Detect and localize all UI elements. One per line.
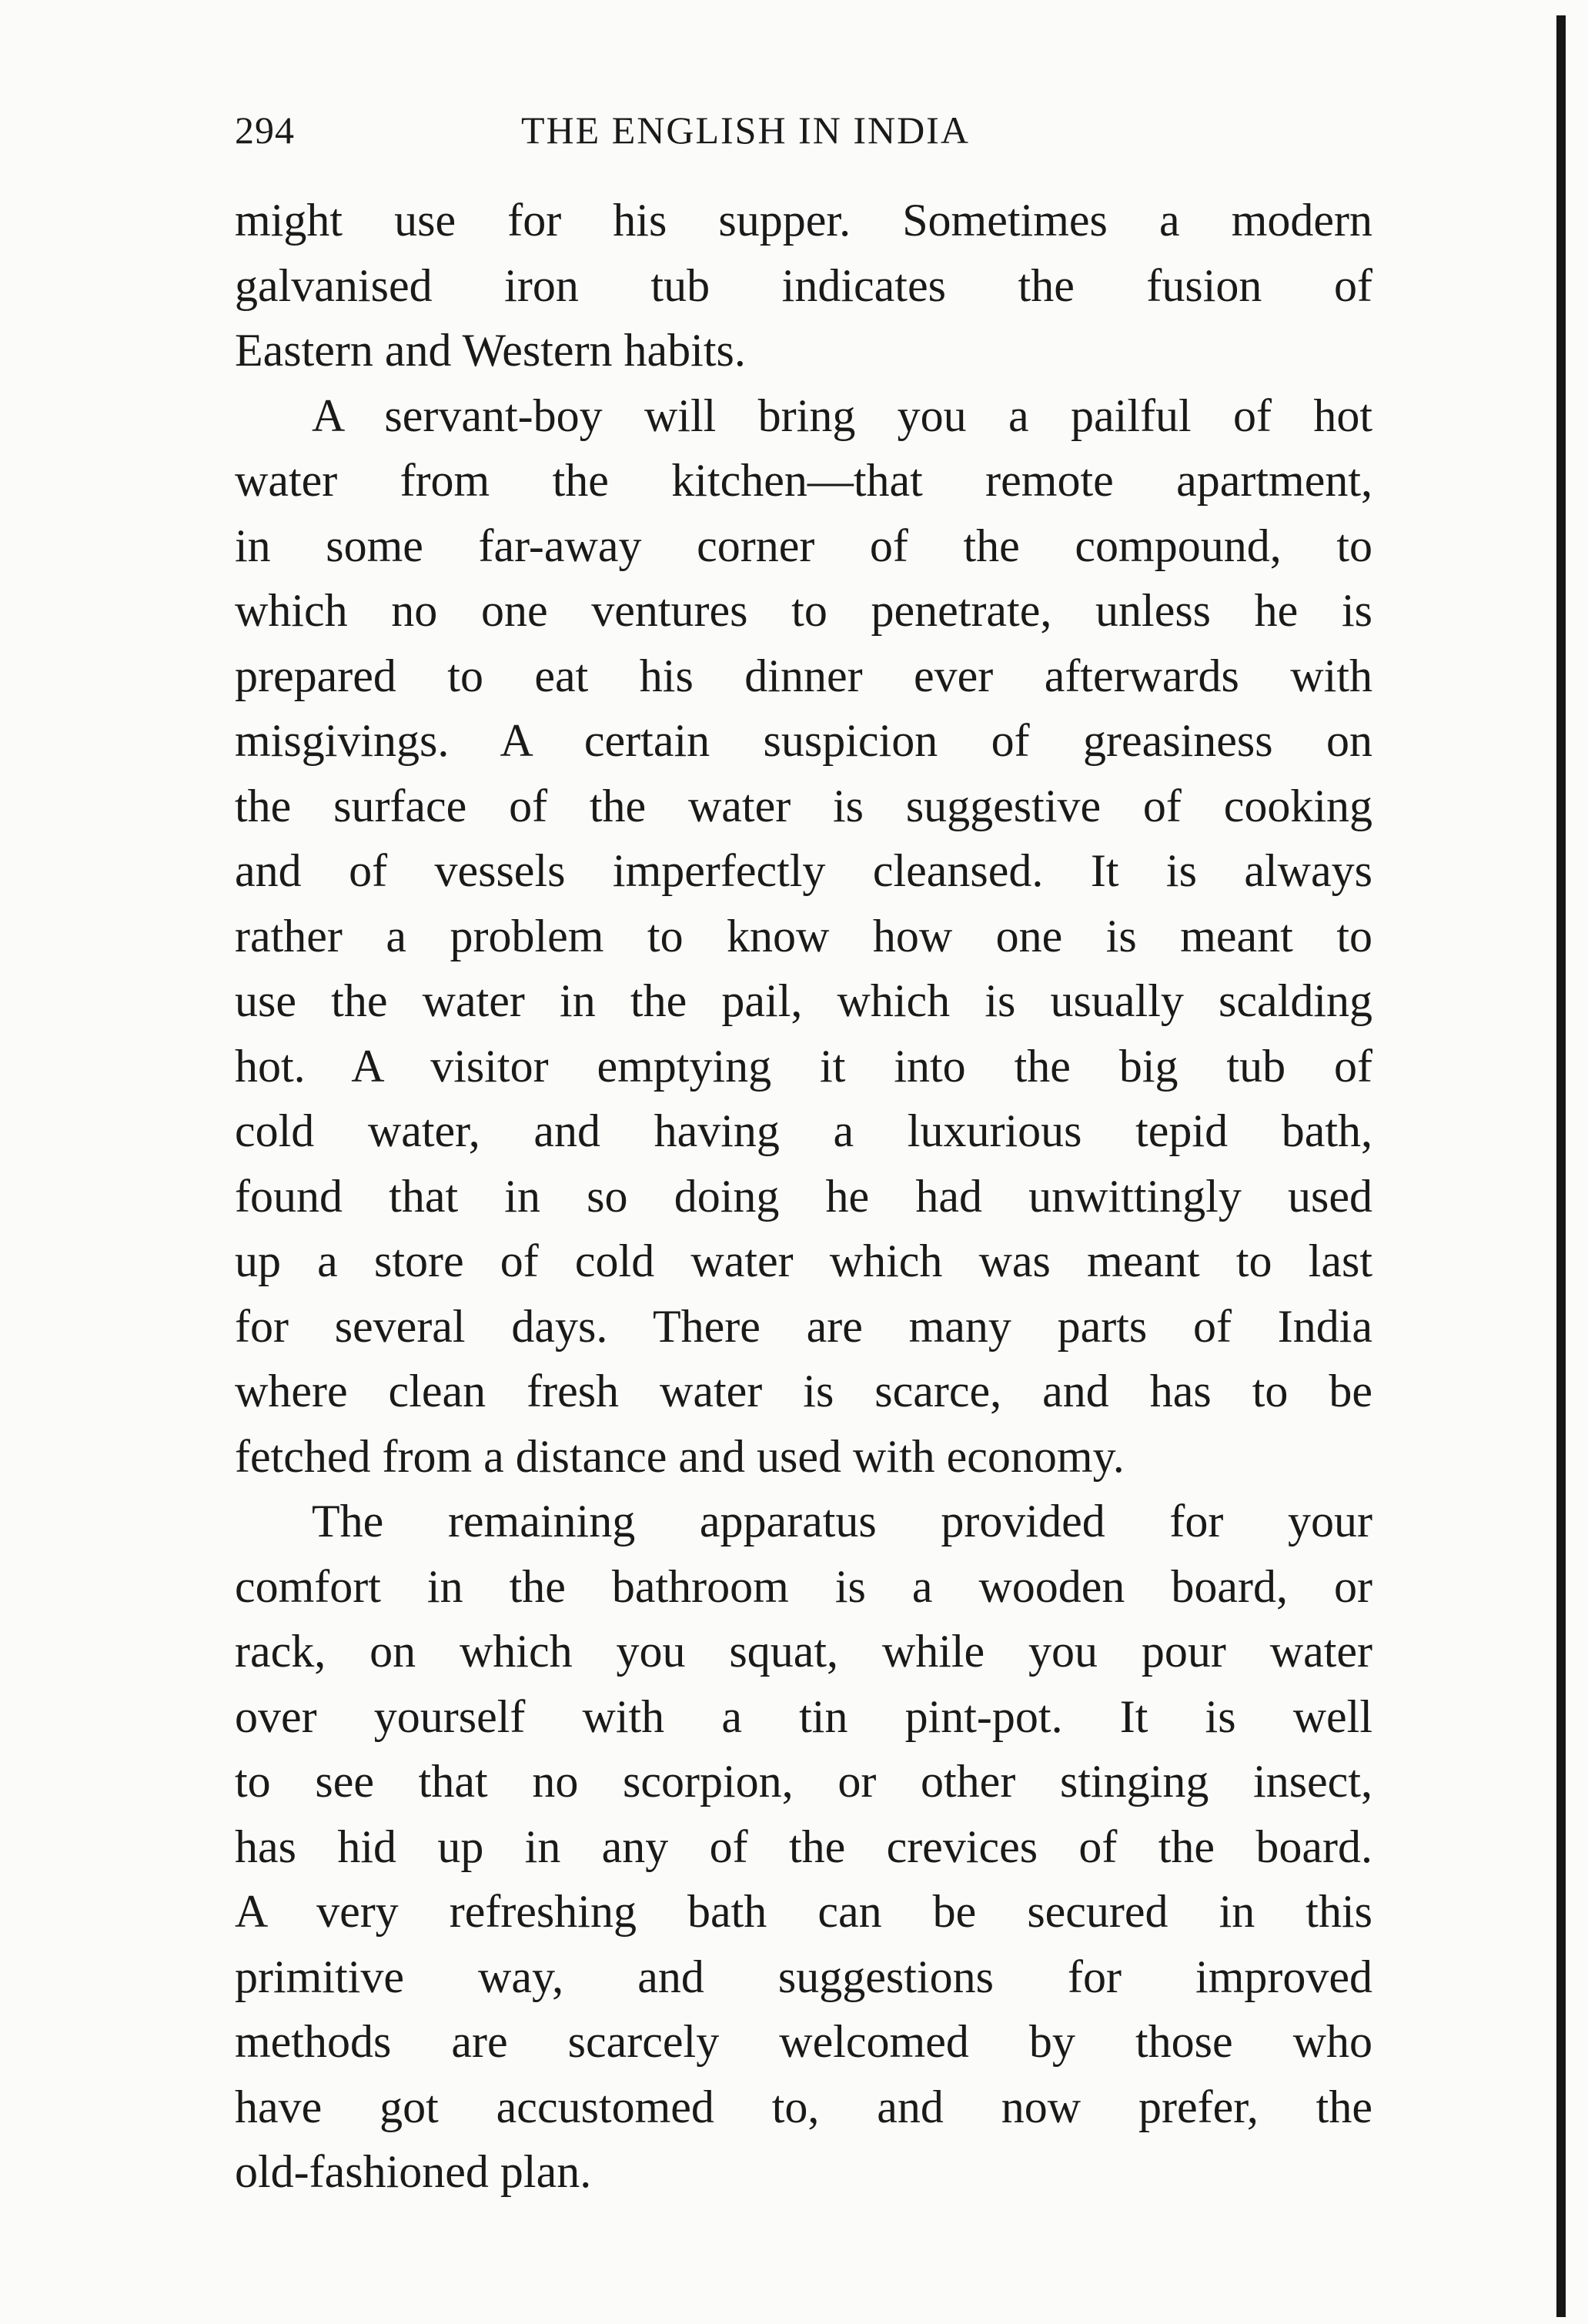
text-line: found that in so doing he had unwittingly used [235,1170,1372,1222]
text-line: up a store of cold water which was meant to last [235,1236,1372,1286]
text-line: fetched from a distance and used with economy. [235,1430,1125,1482]
text-line: in some far-away corner of the compound, to [235,520,1372,571]
paragraph [235,1489,1372,2205]
text-line: might use for his supper. Sometimes a modern [235,195,1372,246]
text-line: primitive way, and suggestions for improved [235,1951,1372,2002]
text-line: A servant-boy will bring you a pailful of hot [312,390,1372,441]
body-text [235,188,1372,2205]
text-line: old-fashioned plan. [235,2146,592,2197]
text-line: for several days. There are many parts of India [235,1300,1372,1352]
text-line: over yourself with a tin pint-pot. It is well [235,1690,1372,1742]
text-line: misgivings. A certain suspicion of greasiness on [235,715,1372,766]
page-number: 294 [235,109,295,152]
text-line: to see that no scorpion, or other stinging insect, [235,1756,1372,1807]
text-line: prepared to eat his dinner ever afterwards with [235,650,1372,701]
text-line: methods are scarcely welcomed by those who [235,2016,1372,2067]
text-line: where clean fresh water is scarce, and has to be [235,1366,1372,1416]
text-line: have got accustomed to, and now prefer, the [235,2081,1372,2132]
running-head [235,108,1389,169]
text-line: water from the kitchen—that remote apartment, [235,455,1372,506]
text-line: comfort in the bathroom is a wooden board, or [235,1560,1372,1612]
running-title: THE ENGLISH IN INDIA [521,109,970,152]
text-line: and of vessels imperfectly cleansed. It is always [235,845,1372,896]
text-line: has hid up in any of the crevices of the board. [235,1821,1372,1872]
text-line: hot. A visitor emptying it into the big tub of [235,1040,1372,1092]
text-line: galvanised iron tub indicates the fusion of [235,259,1372,311]
text-line: cold water, and having a luxurious tepid bath, [235,1105,1372,1156]
text-line: Eastern and Western habits. [235,325,746,376]
text-line: A very refreshing bath can be secured in this [235,1886,1372,1937]
text-line: use the water in the pail, which is usually scalding [235,975,1372,1026]
text-line: rather a problem to know how one is meant to [235,910,1372,961]
text-line: which no one ventures to penetrate, unless he is [235,585,1372,636]
text-line: rack, on which you squat, while you pour water [235,1626,1372,1677]
text-line: the surface of the water is suggestive of cooking [235,780,1372,831]
paragraph [235,383,1372,1490]
page-edge-shadow [1556,15,1566,2317]
text-line: The remaining apparatus provided for your [312,1496,1372,1547]
paragraph [235,188,1372,383]
